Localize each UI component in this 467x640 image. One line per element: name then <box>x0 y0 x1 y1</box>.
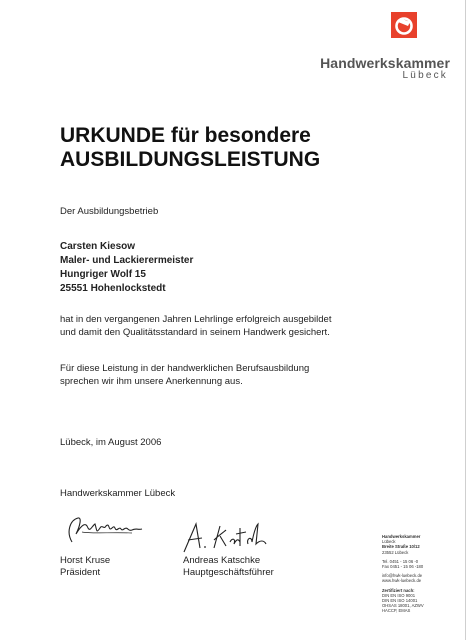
recipient-name: Carsten Kiesow <box>60 241 136 252</box>
contact-street: Breite Straße 10/12 <box>382 544 420 550</box>
paragraph-line: Für diese Leistung in der handwerklichen Berufsausbildung <box>60 363 310 374</box>
handwerkskammer-logo-icon <box>391 12 417 38</box>
contact-fax: Fax 0451 - 15 06 -180 <box>382 564 424 570</box>
contact-block <box>382 534 424 614</box>
contact-name: Handwerkskammer <box>382 534 421 539</box>
brand-name: Handwerkskammer <box>320 55 450 71</box>
page-edge <box>465 0 466 640</box>
signer-name: Andreas Katschke <box>183 555 261 566</box>
signer-kruse <box>60 555 110 579</box>
contact-city: Lübeck <box>382 539 396 545</box>
cert-item: OHSAS 18001, AZWV <box>382 603 424 609</box>
paragraph-line: sprechen wir ihm unsere Anerkennung aus. <box>60 375 243 387</box>
contact-web: www.hwk-luebeck.de <box>382 578 422 584</box>
issuing-organization: Handwerkskammer Lübeck <box>60 488 176 499</box>
recipient-address <box>60 240 193 296</box>
certificate-title <box>60 124 320 172</box>
paragraph-recognition <box>60 363 309 388</box>
paragraph-line: hat in den vergangenen Jahren Lehrlinge erfolgreich ausgebildet <box>60 314 332 325</box>
signer-role: Hauptgeschäftsführer <box>183 567 274 578</box>
brand-city: Lübeck <box>402 70 448 81</box>
signature-katschke <box>180 518 270 556</box>
title-line-1: URKUNDE für besondere <box>60 124 311 147</box>
signer-role: Präsident <box>60 567 101 578</box>
recipient-title: Maler- und Lackierermeister <box>60 255 194 266</box>
cert-item: DIN EN ISO 9001 <box>382 592 416 598</box>
recipient-street: Hungriger Wolf 15 <box>60 269 146 280</box>
cert-label: Zertifiziert nach: <box>382 587 415 593</box>
recipient-city: 25551 Hohenlockstedt <box>60 283 166 294</box>
signature-kruse <box>62 512 144 548</box>
cert-item: HACCP, EMAS <box>382 608 411 614</box>
contact-zip: 23552 Lübeck <box>382 549 409 555</box>
intro-text: Der Ausbildungsbetrieb <box>60 206 159 217</box>
signer-name: Horst Kruse <box>60 555 111 566</box>
signer-katschke <box>183 555 274 579</box>
paragraph-achievement <box>60 314 331 339</box>
title-line-2: AUSBILDUNGSLEISTUNG <box>60 148 321 171</box>
contact-email: info@hwk-luebeck.de <box>382 573 423 579</box>
cert-item: DIN EN ISO 14001 <box>382 598 418 604</box>
paragraph-line: und damit den Qualitätsstandard in seinem Handwerk gesichert. <box>60 326 330 338</box>
contact-tel: Tel. 0451 - 15 06 -0 <box>382 558 419 564</box>
date-line: Lübeck, im August 2006 <box>60 437 162 448</box>
